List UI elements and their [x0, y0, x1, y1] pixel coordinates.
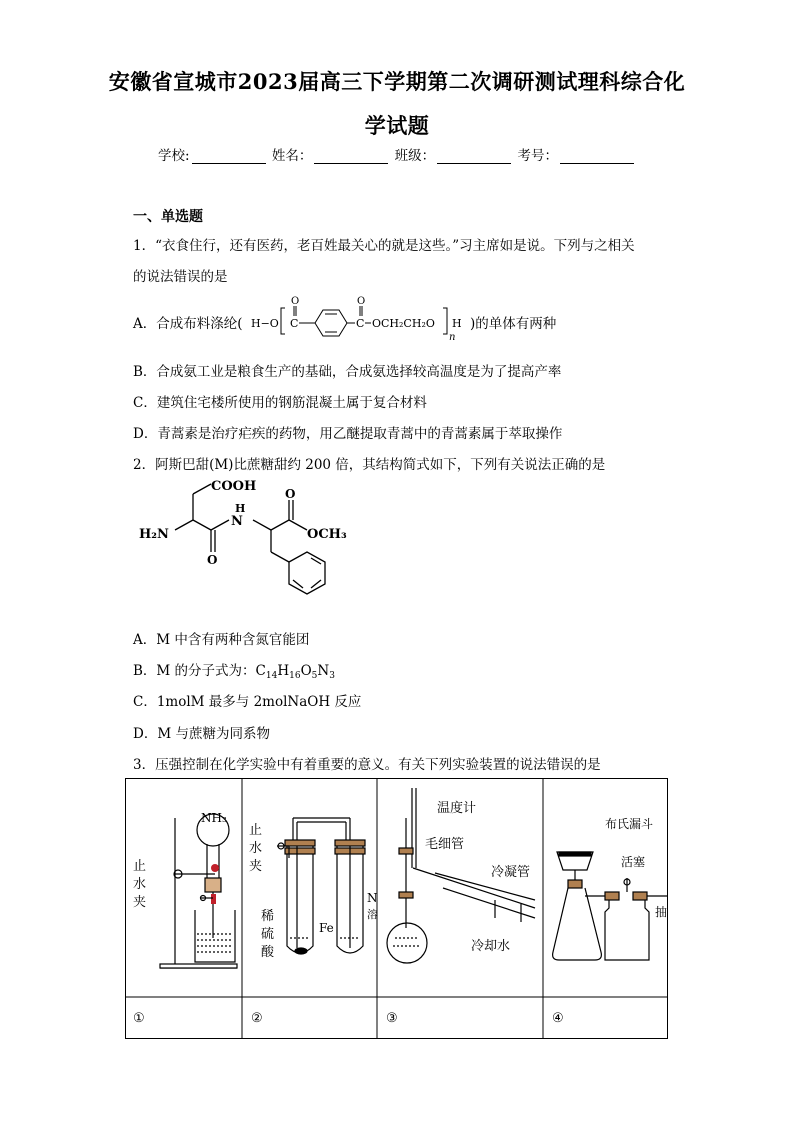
panel-2-acid-2: 硫 [261, 927, 275, 942]
panel-2-cut-2: 溶 [367, 908, 378, 921]
q1-option-a[interactable] [133, 312, 243, 332]
panel-1-nh3: NH₃ [201, 811, 227, 825]
school-blank[interactable] [192, 151, 266, 164]
panel-1-clamp-1: 止 [133, 859, 147, 874]
formula-h-o: H−O [251, 317, 279, 330]
formula-oxygen-1: O [291, 296, 300, 307]
formula-chain: OCH₂CH₂O [372, 317, 435, 330]
school-label: 学校: [158, 148, 190, 164]
panel-2-clamp-3: 夹 [249, 859, 263, 874]
amine-group: H₂N [139, 527, 169, 542]
panel-3-cooling-water: 冷却水 [471, 939, 511, 954]
section-title: 一、单选题 [133, 209, 203, 225]
panel-4-apparatus [553, 852, 668, 960]
panel-4-stopcock: 活塞 [621, 855, 646, 869]
panel-2-clamp-1: 止 [249, 823, 263, 838]
formula-carbonyl-2: C [356, 317, 365, 330]
student-info-line [0, 144, 794, 164]
panel-3-number: ③ [386, 1011, 398, 1026]
class-blank[interactable] [437, 151, 511, 164]
page-title-line-2: 学试题 [364, 113, 430, 138]
panel-3-thermometer: 温度计 [437, 801, 477, 816]
panel-4-number: ④ [552, 1011, 564, 1026]
panel-1-number: ① [133, 1011, 145, 1026]
q1-stem-line-2: 的说法错误的是 [133, 269, 228, 285]
q2-option-d[interactable]: D．M 与蔗糖为同系物 [133, 726, 270, 742]
panel-2-fe: Fe [319, 921, 334, 935]
formula-c-sub: 14 [265, 671, 278, 681]
panel-4-funnel: 布氏漏斗 [605, 817, 654, 831]
exam-number-blank[interactable] [560, 151, 634, 164]
q2-option-b-prefix: B．M 的分子式为： [133, 663, 256, 679]
formula-c: C [255, 663, 266, 679]
formula-n-sub: 3 [329, 671, 335, 681]
formula-n: N [317, 663, 330, 679]
name-label: 姓名： [271, 148, 313, 164]
panel-2-clamp-2: 水 [249, 841, 263, 856]
q3-stem: 3．压强控制在化学实验中有着重要的意义。有关下列实验装置的说法错误的是 [133, 757, 601, 773]
polyester-structure [247, 292, 472, 344]
formula-o-sub: 5 [311, 671, 318, 681]
q2-option-a[interactable]: A．M 中含有两种含氮官能团 [133, 632, 310, 648]
ester-oxygen: O [285, 487, 296, 501]
class-label: 班级： [394, 148, 436, 164]
panel-4-pump: 抽 [655, 905, 668, 919]
amide-h: H [235, 502, 246, 515]
panel-3-capillary: 毛细管 [425, 837, 465, 852]
formula-oxygen-2: O [357, 296, 366, 307]
panel-1-clamp-3: 夹 [133, 895, 147, 910]
panel-2-acid-1: 稀 [261, 909, 275, 924]
exam-number-label: 考号： [517, 148, 558, 164]
q1-stem-line-1: 1．“衣食住行，还有医药，老百姓最关心的就是这些。”习主席如是说。下列与之相关 [133, 238, 635, 254]
panel-1-clamp-2: 水 [133, 877, 147, 892]
left-bracket [281, 308, 285, 334]
cooh-group: COOH [211, 479, 257, 494]
q1-option-a-prefix: A．合成布料涤纶( [133, 316, 243, 332]
q2-stem: 2．阿斯巴甜(M)比蔗糖甜约 200 倍，其结构简式如下，下列有关说法正确的是 [133, 457, 606, 473]
panel-3-condenser: 冷凝管 [491, 865, 531, 880]
panel-2-cut-n: N [367, 891, 378, 905]
q2-option-c[interactable]: C．1molM 最多与 2molNaOH 反应 [133, 694, 362, 710]
q1-option-a-suffix: )的单体有两种 [470, 316, 557, 332]
formula-h: H [277, 663, 290, 679]
panel-2-acid-3: 酸 [261, 945, 275, 960]
name-blank[interactable] [314, 151, 388, 164]
q1-option-d[interactable]: D．青蒿素是治疗疟疾的药物，用乙醚提取青蒿中的青蒿素属于萃取操作 [133, 426, 563, 442]
q1-option-b[interactable]: B．合成氨工业是粮食生产的基础，合成氨选择较高温度是为了提高产率 [133, 364, 562, 380]
methoxy-group: OCH₃ [307, 527, 347, 542]
aspartame-structure [135, 472, 365, 622]
apparatus-table [125, 778, 668, 1039]
formula-h-end: H [452, 317, 462, 330]
formula-h-sub: 16 [289, 671, 301, 681]
amide-oxygen: O [207, 553, 218, 567]
formula-o: O [300, 663, 312, 679]
formula-n: n [449, 332, 456, 343]
formula-carbonyl-1: C [290, 317, 299, 330]
q2-option-b[interactable] [133, 659, 335, 681]
amide-n: N [231, 514, 243, 529]
panel-1-apparatus [160, 814, 237, 968]
panel-2-number: ② [251, 1011, 263, 1026]
right-bracket [443, 308, 447, 334]
page-title-line-1: 安徽省宣城市2023届高三下学期第二次调研测试理科综合化 [108, 69, 686, 94]
q1-option-c[interactable]: C．建筑住宅楼所使用的钢筋混凝土属于复合材料 [133, 395, 427, 411]
